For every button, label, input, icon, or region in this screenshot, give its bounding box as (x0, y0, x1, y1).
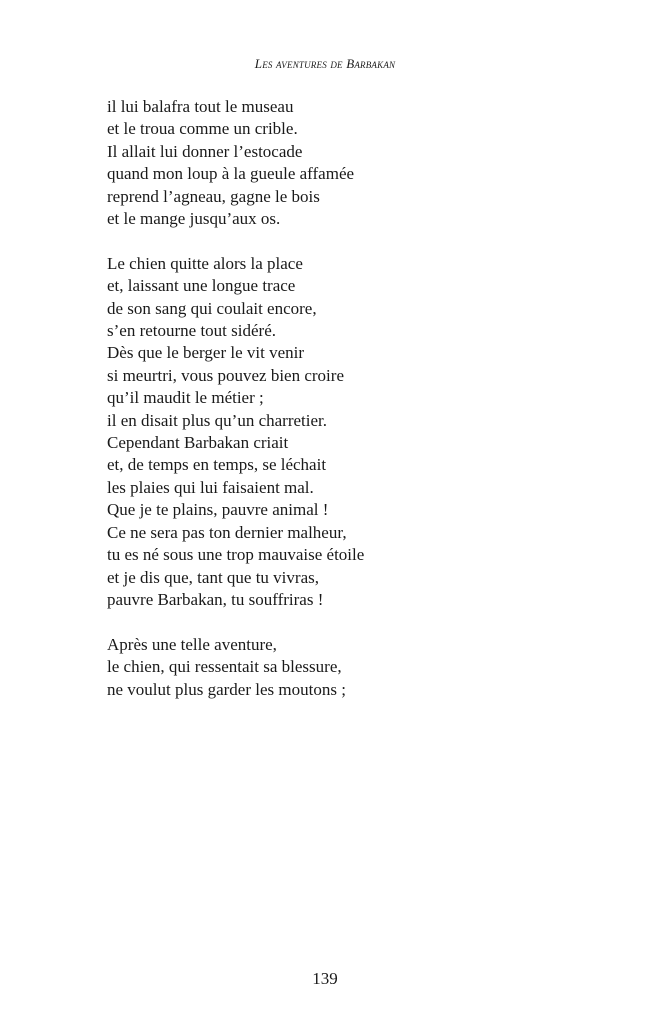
verse-line: le chien, qui ressentait sa blessure, (107, 657, 342, 677)
verse-line: et je dis que, tant que tu vivras, (107, 567, 319, 587)
verse-line: Ce ne sera pas ton dernier malheur, (107, 522, 347, 542)
verse-line: et, de temps en temps, se léchait (107, 455, 327, 475)
verse-line: Cependant Barbakan criait (107, 433, 289, 453)
verse-line: et, laissant une longue trace (107, 276, 296, 296)
verse-line: Que je te plains, pauvre animal ! (107, 500, 329, 520)
verse-line: quand mon loup à la gueule affamée (107, 164, 355, 184)
verse-line: reprend l’agneau, gagne le bois (107, 186, 320, 206)
verse-line: si meurtri, vous pouvez bien croire (107, 365, 344, 385)
verse-line: il lui balafra tout le museau (107, 97, 294, 116)
stanza-1 (107, 96, 547, 230)
verse-line: tu es né sous une trop mauvaise étoile (107, 545, 365, 565)
verse-line: les plaies qui lui faisaient mal. (107, 477, 314, 497)
running-head: Les aventures de Barbakan (254, 56, 396, 71)
verse-line: ne voulut plus garder les moutons ; (107, 679, 346, 699)
verse-line: s’en retourne tout sidéré. (107, 321, 276, 341)
verse-line: Le chien quitte alors la place (107, 253, 303, 273)
stanza-2 (107, 253, 547, 612)
verse-line: Après une telle aventure, (107, 634, 277, 654)
verse-line: Il allait lui donner l’estocade (107, 141, 303, 161)
verse-line: qu’il maudit le métier ; (107, 388, 264, 408)
verse-line: et le troua comme un crible. (107, 119, 298, 139)
verse-line: de son sang qui coulait encore, (107, 298, 317, 318)
verse-line: il en disait plus qu’un charretier. (107, 410, 327, 430)
stanza-3 (107, 634, 547, 701)
verse-line: pauvre Barbakan, tu souffriras ! (107, 589, 324, 609)
verse-line: Dès que le berger le vit venir (107, 343, 305, 363)
page-number: 139 (312, 969, 338, 988)
poem-body (107, 96, 547, 723)
verse-line: et le mange jusqu’aux os. (107, 209, 281, 229)
